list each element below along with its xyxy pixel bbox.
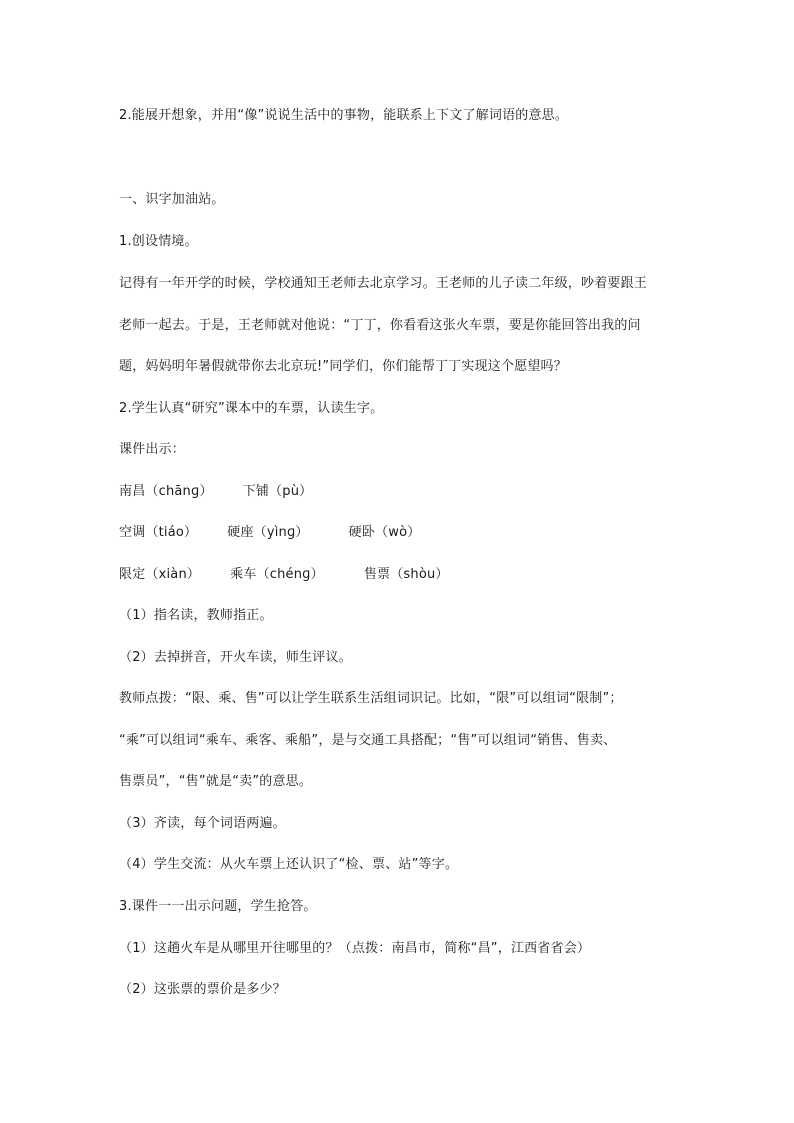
objective-2: 2.能展开想象，并用“像”说说生活中的事物，能联系上下文了解词语的意思。 xyxy=(119,108,569,123)
vocab-row-3 xyxy=(119,566,449,584)
story-line-3: 题，妈妈明年暑假就带你去北京玩!”同学们，你们能帮丁丁实现这个愿望吗？ xyxy=(119,359,567,374)
vocab-term: 下铺（pù） xyxy=(242,484,313,499)
vocab-term: 限定（xiàn） xyxy=(119,567,201,582)
vocab-row-2 xyxy=(119,524,420,542)
step-3-title: 3.课件一一出示问题，学生抢答。 xyxy=(119,899,317,914)
vocab-term: 空调（tiáo） xyxy=(119,525,198,540)
question-1: （1）这趟火车是从哪里开往哪里的？（点拨：南昌市，简称“昌”，江西省省会） xyxy=(119,941,591,956)
question-2: （2）这张票的票价是多少？ xyxy=(119,982,286,997)
courseware-label: 课件出示： xyxy=(119,442,186,457)
vocab-term: 硬座（yìnɡ） xyxy=(227,525,309,540)
teacher-note-line-3: 售票员”，“售”就是“卖”的意思。 xyxy=(119,774,313,789)
teacher-note-line-2: “乘”可以组词“乘车、乘客、乘船”，是与交通工具搭配；“售”可以组词“销售、售卖、 xyxy=(119,733,617,748)
activity-4: （4）学生交流：从火车票上还认识了“检、票、站”等字。 xyxy=(119,857,459,872)
vocab-term: 售票（shòu） xyxy=(363,567,449,582)
activity-3: （3）齐读，每个词语两遍。 xyxy=(119,816,286,831)
step-1-title: 1.创设情境。 xyxy=(119,234,198,249)
step-2-title: 2.学生认真“研究”课本中的车票，认读生字。 xyxy=(119,401,384,416)
story-line-1: 记得有一年开学的时候，学校通知王老师去北京学习。王老师的儿子读二年级，吵着要跟王 xyxy=(119,276,648,291)
story-line-2: 老师一起去。于是，王老师就对他说：“丁丁，你看看这张火车票，要是你能回答出我的问 xyxy=(119,318,641,333)
activity-2: （2）去掉拼音，开火车读，师生评议。 xyxy=(119,650,352,665)
section-1-title: 一、识字加油站。 xyxy=(119,192,225,207)
vocab-term: 南昌（chānɡ） xyxy=(119,484,213,499)
activity-1: （1）指名读，教师指正。 xyxy=(119,608,273,623)
vocab-row-1 xyxy=(119,483,312,501)
teacher-note-line-1: 教师点拨：“限、乘、售”可以让学生联系生活组词识记。比如，“限”可以组词“限制”； xyxy=(119,691,623,706)
vocab-term: 硬卧（wò） xyxy=(348,525,421,540)
vocab-term: 乘车（chénɡ） xyxy=(230,567,324,582)
